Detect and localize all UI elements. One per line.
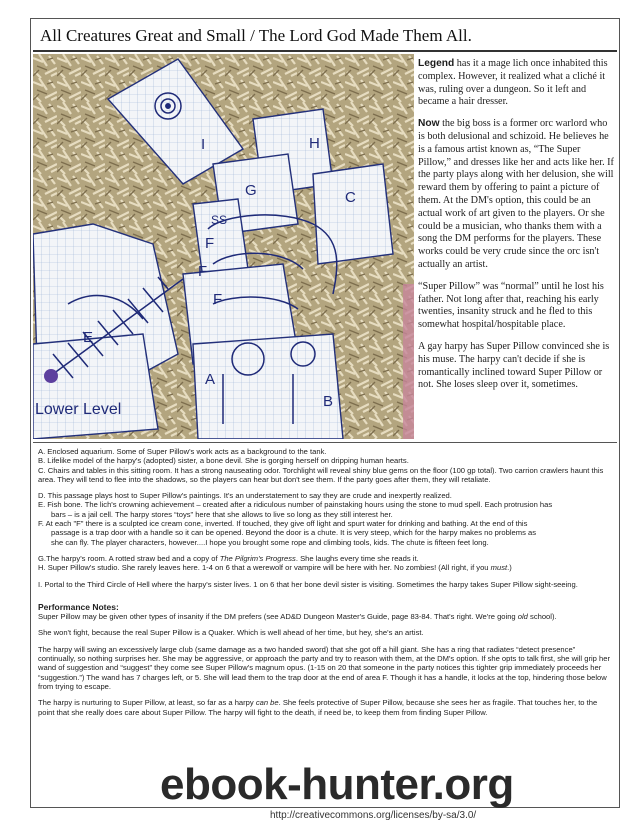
key-entry-h: H. Super Pillow's studio. She rarely leaves here. 1-4 on 6 that a werewolf or vampire will be here with her. No zombies! (All right, if you must.)	[38, 563, 512, 573]
key-entry-e-cont: bars – is a jail cell. The harpy stores “toys” here that she allows to live so long as they still interest her.	[51, 509, 393, 519]
room-label-e: E	[83, 329, 94, 346]
key-entry-f-cont1: passage is a trap door with a handle so it can be opened. Beyond the door is a chute. It is very steep, which for the harpy makes no problems as	[51, 528, 537, 538]
license-footer: http://creativecommons.org/licenses/by-sa/3.0/	[270, 810, 477, 821]
sidebar-paragraph-now: Now the big boss is a former orc warlord who is both delusional and schizoid. He believes he is a famous artist known as, “The Super Pillow,” and dresses like her and acts like her. If the party plays along with her delusion, she will reward them by offering to paint a picture of them. At the DM's option, this could be an actual work of art given to the players. Or she could be a musician, who thanks them with a song the DM performs for the players. These works could be very crude since the orc isn't actually an artist.	[418, 118, 614, 270]
key-entry-b: B. Lifelike model of the harpy's (adopted) sister, a bone devil. She is gorging herself on dripping human hearts.	[38, 456, 409, 466]
page-title: All Creatures Great and Small / The Lord God Made Them All.	[40, 26, 472, 45]
room-label-i: I	[201, 136, 206, 153]
key-entry-g: G.The harpy's room. A rotted straw bed and a copy of The Pilgrim's Progress. She laughs every time she reads it.	[38, 553, 419, 563]
room-label-c: C	[345, 189, 356, 206]
watermark: ebook-hunter.org	[160, 760, 514, 809]
room-label-h: H	[309, 135, 320, 152]
room-label-f1: F	[205, 235, 215, 252]
key-entry-e: E. Fish bone. The lich's crowning achievement – created after a ridiculous number of painstaking hours using the stone to mud spell. Each protrusion has	[38, 500, 553, 510]
room-label-f2: F	[198, 263, 208, 280]
notes-paragraph-2: She won't fight, because the real Super Pillow is a Quaker. Which is well ahead of her time, but hey, she's an artist.	[38, 628, 424, 638]
key-entry-i: I. Portal to the Third Circle of Hell where the harpy's sister lives. 1 on 6 that her bone devil sister is visiting. Sometimes the harpy takes Super Pillow sight-seeing.	[38, 579, 578, 589]
dungeon-map	[33, 54, 414, 439]
room-key	[38, 447, 612, 717]
room-label-a: A	[205, 371, 216, 388]
map-caption: Lower Level	[35, 401, 122, 418]
room-label-g: G	[245, 182, 257, 199]
key-entry-a: A. Enclosed aquarium. Some of Super Pillow's work acts as a background to the tank.	[38, 447, 327, 456]
notes-paragraph-4: The harpy is nurturing to Super Pillow, at least, so far as a harpy can be. She feels protective of Super Pillow, because she sees her as fragile. That touches her, to the point that she really does care about Super Pillow. The harpy will fight to the death, if need be, to keep them from finding Super Pillow.	[38, 698, 598, 717]
key-entry-f: F. At each "F" there is a sculpted ice cream cone, inverted. If touched, they give off light and spurt water for drinking and bathing. At the end of this	[38, 519, 528, 529]
room-label-b: B	[323, 393, 334, 410]
sidebar-text	[418, 58, 614, 401]
key-entry-c: C. Chairs and tables in this sitting room. It has a strong nauseating odor. Torchlight will reveal shiny blue gems on the floor (100 gp total). Two carrion crawlers haunt this area. They will tend to flee into the shadows, so the players can hear but don't see them. If the party goes after them, they will retaliate.	[38, 465, 604, 484]
notes-paragraph-3: The harpy will swing an excessively large club (same damage as a two handed sword) that she got off a hill giant. She has a ring that radiates “detect presence” continually, so nothing surprises her. She may be aggressive, or approach the party and try to reason with them, at the DM's option. If she opts to talk first, she will grip her wand of suggestion and “suggest” they come see Super Pillow's magnum opus. (1-15 on 20 that someone in the party notices this tighter grip immediately proceeds her “suggestion.”) The wand has 7 charges left, or 5. She will lead them to the trap door at the end of area F. Though it has a handle, it locks at the top, hindering those below from trying to escape.	[38, 644, 610, 691]
key-entry-f-cont2: she can fly. The player characters, however....I hope you brought some rope and climbing tools, kids. The chute is fifteen feet long.	[51, 537, 489, 547]
room-label-ss: SS	[211, 213, 228, 227]
key-entry-d: D. This passage plays host to Super Pillow's paintings. It's an understatement to say they are crude and inexpertly realized.	[38, 491, 452, 501]
sidebar-paragraph-super-pillow: “Super Pillow” was “normal” until he lost his father. Not long after that, reaching his early twenties, insanity struck and he fled to this somewhat hospital/hospitable place.	[418, 280, 604, 331]
notes-paragraph-1: Super Pillow may be given other types of insanity if the DM prefers (see AD&D Dungeon Master's Guide, page 83-84. That's right. We're going old school).	[38, 612, 557, 622]
sidebar-paragraph-harpy: A gay harpy has Super Pillow convinced she is his muse. The harpy can't decide if she is romantically inclined toward Super Pillow or not. She loses sleep over it, sometimes.	[418, 340, 610, 391]
performance-notes-heading: Performance Notes:	[38, 601, 119, 612]
sidebar-paragraph-legend: Legend has it a mage lich once inhabited this complex. However, it realized what a cliché it was, ruling over a dungeon. So it left and became a hair dresser.	[418, 58, 608, 108]
room-label-f3: F	[213, 291, 223, 308]
key-divider	[33, 442, 617, 443]
title-divider	[33, 50, 617, 52]
